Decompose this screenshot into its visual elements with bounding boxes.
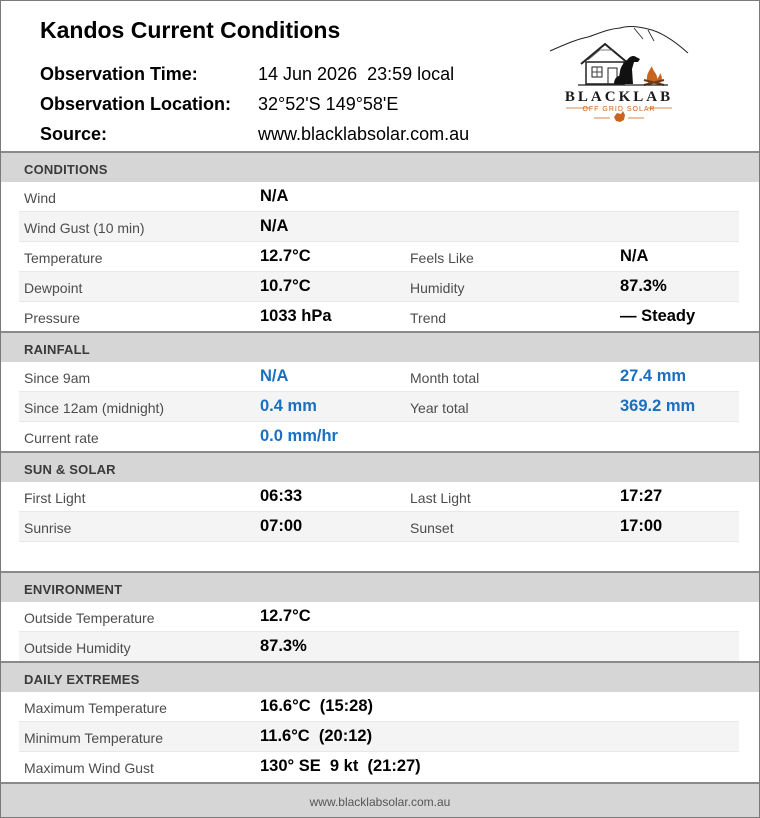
- feels-like-label: Feels Like: [410, 250, 474, 266]
- logo-name: BLACKLAB: [564, 89, 674, 105]
- year-total-value: 369.2 mm: [620, 397, 696, 415]
- month-total-value: 27.4 mm: [620, 367, 687, 385]
- row-since-midnight: [19, 392, 739, 422]
- last-light-value: 17:27: [620, 487, 663, 505]
- outside-humidity-label: Outside Humidity: [24, 640, 131, 656]
- pressure-label: Pressure: [24, 310, 81, 326]
- outside-humidity-value: 87.3%: [260, 637, 307, 655]
- wind-label: Wind: [24, 190, 56, 206]
- sunset-label: Sunset: [410, 520, 454, 536]
- temperature-value: 12.7°C: [260, 247, 311, 265]
- row-current-rate: [19, 422, 739, 451]
- row-pressure: [19, 302, 739, 331]
- wind-gust-label: Wind Gust (10 min): [24, 220, 145, 236]
- temperature-label: Temperature: [24, 250, 103, 266]
- logo-tagline: OFF GRID SOLAR: [582, 106, 656, 113]
- wind-gust-value: N/A: [260, 217, 289, 235]
- since-midnight-label: Since 12am (midnight): [24, 400, 165, 416]
- row-outside-humidity: [19, 632, 739, 661]
- section-environment: [1, 571, 759, 602]
- wind-value: N/A: [260, 187, 289, 205]
- section-rainfall: [1, 331, 759, 362]
- since-midnight-value: 0.4 mm: [260, 397, 317, 415]
- row-max-wind-gust: [19, 752, 739, 781]
- footer: [1, 782, 759, 818]
- source-label: Source:: [40, 124, 108, 144]
- row-sunrise: [19, 512, 739, 542]
- observation-time-value: 14 Jun 2026 23:59 local: [258, 64, 455, 84]
- section-title: ENVIRONMENT: [24, 582, 123, 597]
- dewpoint-value: 10.7°C: [260, 277, 311, 295]
- header: [1, 1, 759, 151]
- blacklab-logo: [548, 19, 690, 125]
- current-rate-value: 0.0 mm/hr: [260, 427, 338, 445]
- observation-location-value: 32°52'S 149°58'E: [258, 94, 399, 114]
- max-wind-gust-label: Maximum Wind Gust: [24, 760, 154, 776]
- max-wind-gust-value: 130° SE 9 kt (21:27): [260, 757, 421, 775]
- pressure-value: 1033 hPa: [260, 307, 332, 325]
- row-wind-gust: [19, 212, 739, 242]
- row-min-temperature: [19, 722, 739, 752]
- row-dewpoint: [19, 272, 739, 302]
- section-title: SUN & SOLAR: [24, 462, 116, 477]
- section-title: DAILY EXTREMES: [24, 672, 140, 687]
- trend-value: — Steady: [620, 307, 696, 325]
- min-temperature-value: 11.6°C (20:12): [260, 727, 373, 745]
- humidity-label: Humidity: [410, 280, 465, 296]
- since-9am-value: N/A: [260, 367, 289, 385]
- outside-temperature-label: Outside Temperature: [24, 610, 155, 626]
- sunset-value: 17:00: [620, 517, 663, 535]
- min-temperature-label: Minimum Temperature: [24, 730, 164, 746]
- year-total-label: Year total: [410, 400, 469, 416]
- row-outside-temperature: [19, 602, 739, 632]
- humidity-value: 87.3%: [620, 277, 667, 295]
- last-light-label: Last Light: [410, 490, 471, 506]
- row-since-9am: [19, 362, 739, 392]
- dewpoint-label: Dewpoint: [24, 280, 83, 296]
- observation-location-label: Observation Location:: [40, 94, 232, 114]
- row-first-light: [19, 482, 739, 512]
- section-title: RAINFALL: [24, 342, 90, 357]
- trend-label: Trend: [410, 310, 447, 326]
- row-max-temperature: [19, 692, 739, 722]
- max-temperature-value: 16.6°C (15:28): [260, 697, 373, 715]
- section-title: CONDITIONS: [24, 162, 108, 177]
- since-9am-label: Since 9am: [24, 370, 91, 386]
- month-total-label: Month total: [410, 370, 480, 386]
- first-light-label: First Light: [24, 490, 86, 506]
- section-sun-solar: [1, 451, 759, 482]
- outside-temperature-value: 12.7°C: [260, 607, 311, 625]
- page-title: Kandos Current Conditions: [40, 17, 341, 43]
- logo-artwork: [548, 19, 690, 125]
- feels-like-value: N/A: [620, 247, 649, 265]
- max-temperature-label: Maximum Temperature: [24, 700, 167, 716]
- row-temperature: [19, 242, 739, 272]
- source-value: www.blacklabsolar.com.au: [258, 124, 470, 144]
- first-light-value: 06:33: [260, 487, 303, 505]
- sunrise-value: 07:00: [260, 517, 303, 535]
- footer-link[interactable]: www.blacklabsolar.com.au: [309, 795, 451, 809]
- sunrise-label: Sunrise: [24, 520, 72, 536]
- section-conditions: [1, 151, 759, 182]
- current-rate-label: Current rate: [24, 430, 99, 446]
- section-daily-extremes: [1, 661, 759, 692]
- row-wind: [19, 182, 739, 212]
- observation-time-label: Observation Time:: [40, 64, 198, 84]
